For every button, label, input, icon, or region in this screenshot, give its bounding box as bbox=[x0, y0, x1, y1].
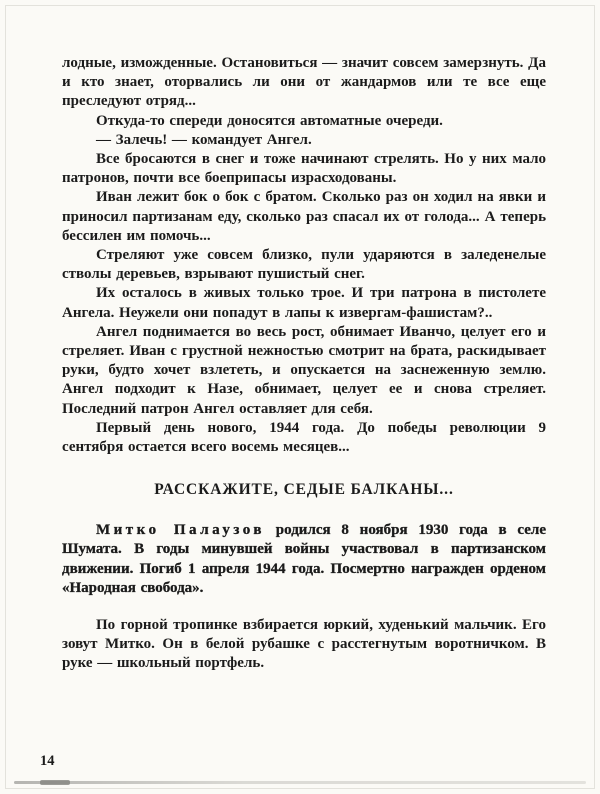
bio-text: родился 8 ноября 1930 года в селе Шумата. В годы минувшей войны участвовал в партизанском движении. Погиб 1 апреля 1944 года. Посмертно награжден орденом «Народная свобода». bbox=[62, 522, 546, 596]
scan-smudge bbox=[40, 780, 70, 785]
scan-bottom-edge bbox=[14, 781, 586, 784]
body-paragraph: Откуда-то спереди доносятся автоматные очереди. bbox=[96, 112, 443, 129]
body-paragraph: Ангел поднимается во весь рост, обнимает Иванчо, целует его и стреляет. Иван с грустной нежностью смотрит на брата, раскидывает руки, будто хочет взлететь, и опускается на заснеженную землю. Ангел подходит к Назе, обнимает, целует ее и снова стреляет. Последний патрон Ангел оставляет для себя. bbox=[62, 323, 546, 417]
page-number: 14 bbox=[40, 753, 55, 769]
body-paragraph: лодные, изможденные. Остановиться — значит совсем замерзнуть. Да и кто знает, оторвались ли они от жандармов или те все еще преследуют отряд... bbox=[62, 55, 546, 110]
body-paragraph: Стреляют уже совсем близко, пули ударяются в заледенелые стволы деревьев, взрывают пушистый снег. bbox=[62, 247, 546, 283]
bio-paragraph bbox=[62, 521, 546, 598]
bio-name: Митко Палаузов bbox=[96, 522, 266, 539]
body-paragraph: Иван лежит бок о бок с братом. Сколько раз он ходил на явки и приносил партизанам еду, сколько раз спасал их от голода... А теперь бессилен им помочь... bbox=[62, 189, 546, 244]
body-paragraph: — Залечь! — командует Ангел. bbox=[96, 131, 312, 148]
body-paragraph: Все бросаются в снег и тоже начинают стрелять. Но у них мало патронов, почти все боеприпасы израсходованы. bbox=[62, 151, 546, 187]
closing-paragraph: По горной тропинке взбирается юркий, худенький мальчик. Его зовут Митко. Он в белой рубашке с расстегнутым воротничком. В руке — школьный портфель. bbox=[62, 617, 546, 672]
page-text-block bbox=[62, 54, 546, 674]
body-paragraph: Их осталось в живых только трое. И три патрона в пистолете Ангела. Неужели они попадут в лапы к извергам-фашистам?.. bbox=[62, 285, 546, 321]
section-heading: РАССКАЖИТЕ, СЕДЫЕ БАЛКАНЫ... bbox=[154, 481, 454, 499]
body-paragraph: Первый день нового, 1944 года. До победы революции 9 сентября остается всего восемь месяцев... bbox=[62, 419, 546, 456]
